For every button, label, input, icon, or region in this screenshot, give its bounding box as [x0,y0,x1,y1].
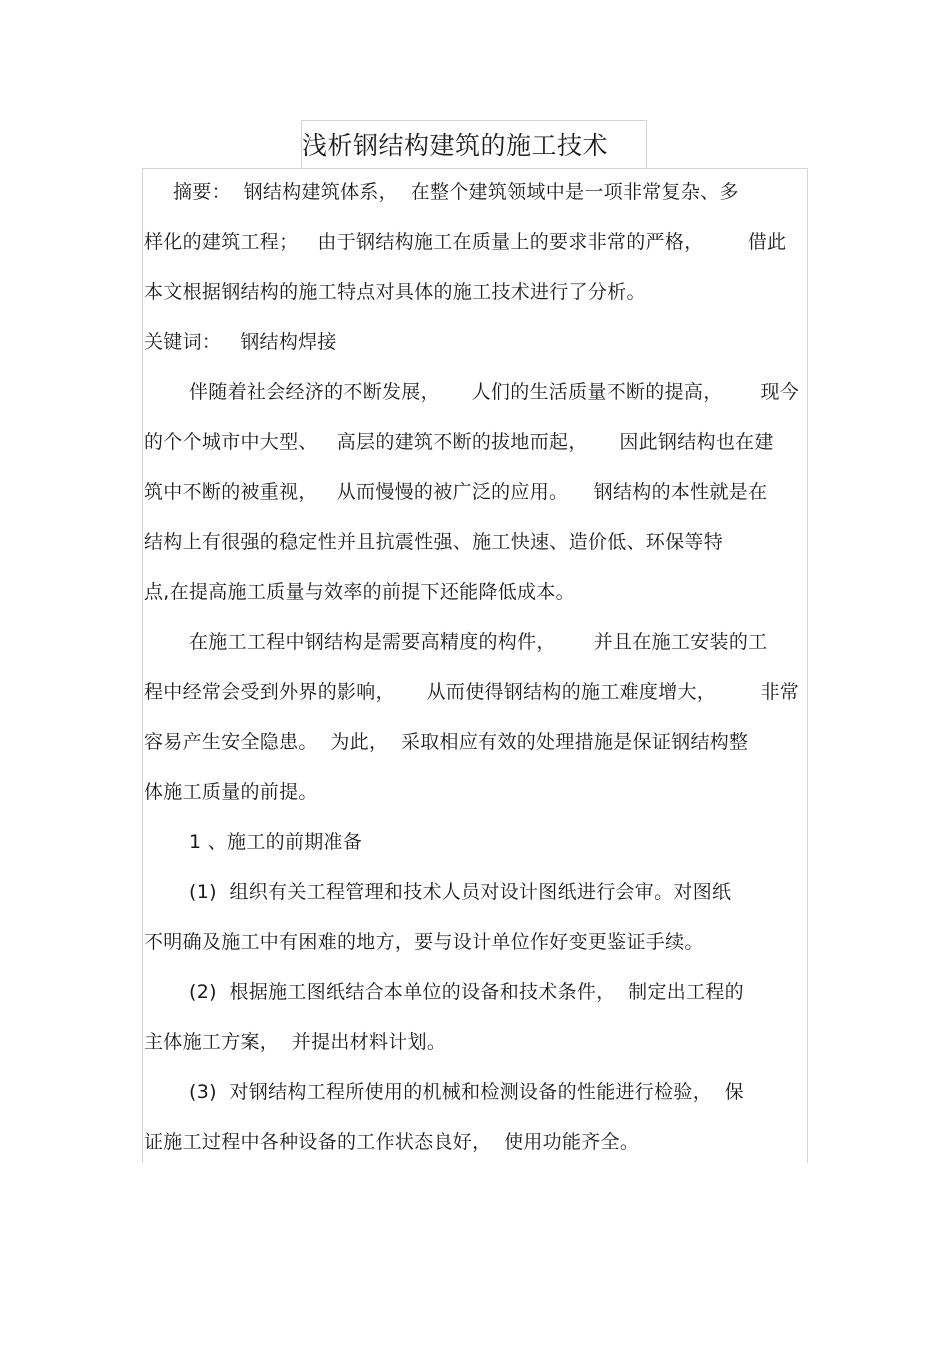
item-1-line-2: 不明确及施工中有困难的地方，要与设计单位作好变更鉴证手续。 [144,931,704,953]
paragraph-2-line-4: 体施工质量的前提。 [144,781,318,803]
paragraph-1-line-1: 伴随着社会经济的不断发展， 人们的生活质量不断的提高， 现今 [189,381,800,403]
abstract-line-1: 摘要： 钢结构建筑体系， 在整个建筑领域中是一项非常复杂、多 [173,181,739,203]
paragraph-2-line-1: 在施工工程中钢结构是需要高精度的构件， 并且在施工安装的工 [189,631,768,653]
item-3-line-2: 证施工过程中各种设备的工作状态良好， 使用功能齐全。 [144,1131,640,1153]
paragraph-1-line-2: 的个个城市中大型、 高层的建筑不断的拔地而起， 因此钢结构也在建 [144,431,774,453]
item-1-line-1: (1) 组织有关工程管理和技术人员对设计图纸进行会审。对图纸 [189,881,732,903]
section-heading: 1 、施工的前期准备 [189,831,363,853]
item-2-line-2: 主体施工方案， 并提出材料计划。 [144,1031,447,1053]
document-title: 浅析钢结构建筑的施工技术 [302,131,609,160]
paragraph-2-line-3: 容易产生安全隐患。 为此， 采取相应有效的处理措施是保证钢结构整 [144,731,749,753]
item-2-line-1: (2) 根据施工图纸结合本单位的设备和技术条件， 制定出工程的 [189,981,744,1003]
abstract-line-3: 本文根据钢结构的施工特点对具体的施工技术进行了分析。 [144,281,646,303]
paragraph-1-line-5: 点,在提高施工质量与效率的前提下还能降低成本。 [144,581,575,603]
keywords-line: 关键词： 钢结构焊接 [144,331,337,353]
paragraph-1-line-4: 结构上有很强的稳定性并且抗震性强、施工快速、造价低、环保等特 [144,531,724,553]
paragraph-2-line-2: 程中经常会受到外界的影响， 从而使得钢结构的施工难度增大， 非常 [144,681,800,703]
item-3-line-1: (3) 对钢结构工程所使用的机械和检测设备的性能进行检验， 保 [189,1081,744,1103]
content-frame [142,168,808,1163]
paragraph-1-line-3: 筑中不断的被重视， 从而慢慢的被广泛的应用。 钢结构的本性就是在 [144,481,768,503]
abstract-line-2: 样化的建筑工程； 由于钢结构施工在质量上的要求非常的严格， 借此 [144,231,787,253]
